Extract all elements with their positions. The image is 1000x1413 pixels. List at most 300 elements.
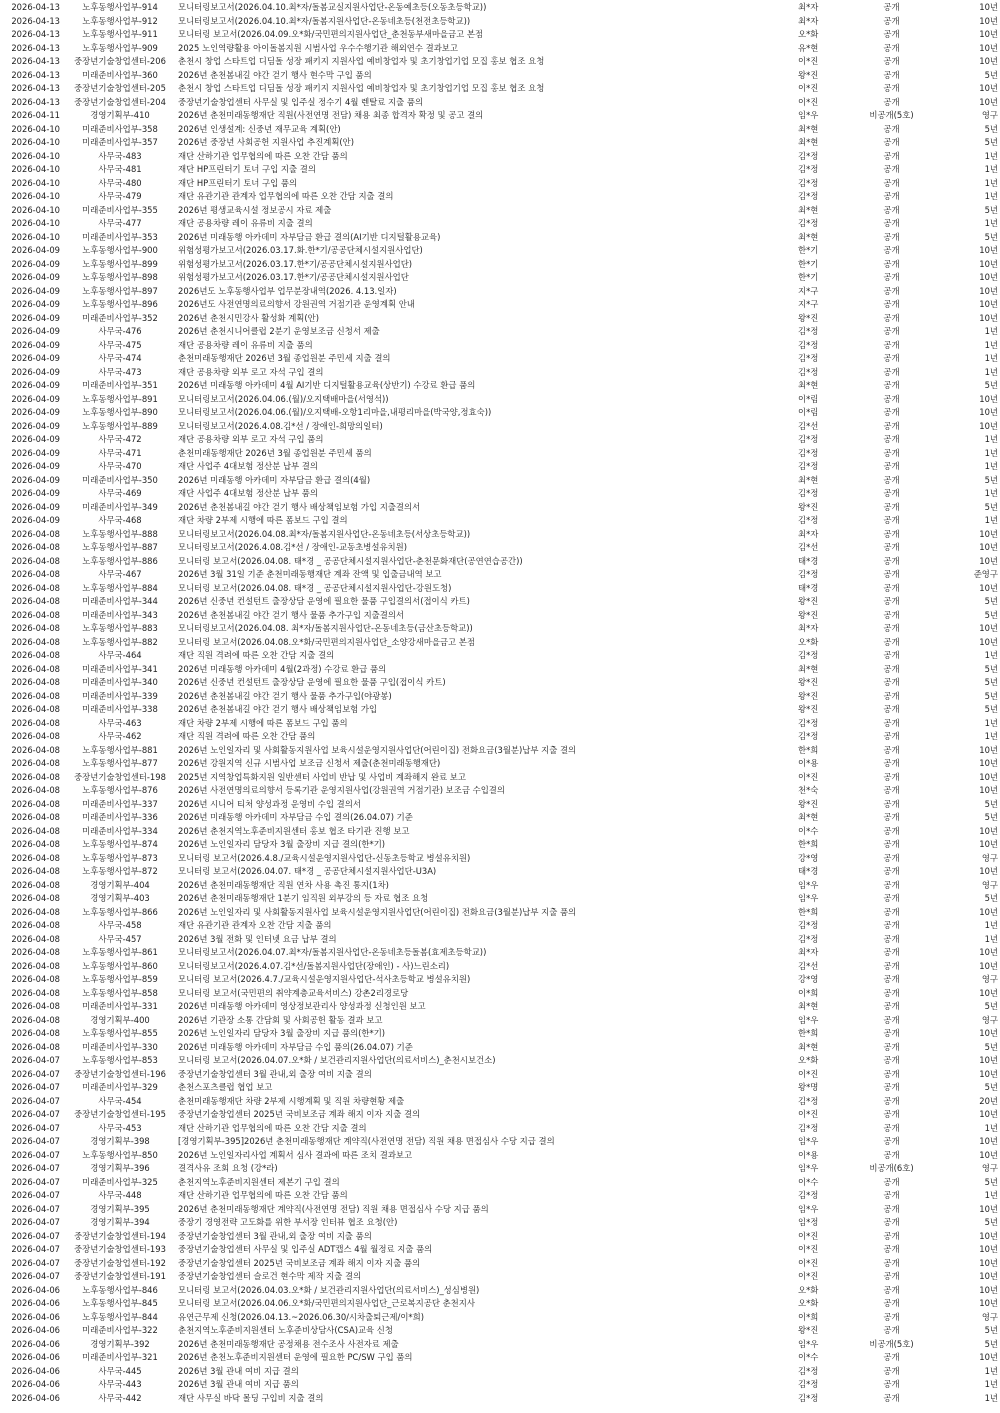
table-row	[0, 919, 1000, 933]
author-cell: 오*화	[798, 29, 819, 39]
author-cell: 유*현	[798, 42, 819, 53]
retention-cell: 10년	[979, 1055, 998, 1065]
title-cell: 모니터링보고서(2026.04.07.최*자/돌봄지원사업단-온동네초등돌봄(효제초등학교))	[178, 947, 487, 957]
date-cell: 2026-04-06	[11, 1298, 60, 1308]
author-cell: 김*정	[798, 731, 819, 741]
title-cell: 재단 유관기관 관계자 업무협의에 따른 오찬 간담 지출 결의	[178, 191, 394, 201]
retention-cell: 1년	[984, 650, 998, 660]
doc-number-cell: 미래준비사업부-352	[82, 312, 158, 323]
disclosure-cell: 공개	[883, 798, 900, 809]
retention-cell: 10년	[979, 825, 998, 836]
table-row	[0, 1351, 1000, 1365]
date-cell: 2026-04-10	[11, 191, 60, 201]
author-cell: 강*영	[798, 852, 819, 863]
disclosure-cell: 공개	[883, 1176, 900, 1187]
title-cell: 중장년기술창업센터 3월 관내,외 출장 여비 지출 결의	[178, 1068, 372, 1079]
date-cell: 2026-04-09	[11, 272, 60, 282]
author-cell: 김*정	[798, 569, 819, 579]
author-cell: 이*용	[798, 1149, 819, 1160]
disclosure-cell: 공개	[883, 29, 900, 39]
doc-number-cell: 경영기획부-394	[90, 1217, 150, 1227]
doc-number-cell: 노후동행사업부-890	[82, 407, 158, 417]
author-cell: 강*영	[798, 974, 819, 984]
date-cell: 2026-04-08	[11, 798, 60, 809]
author-cell: 한*희	[798, 1028, 819, 1038]
table-row	[0, 784, 1000, 798]
retention-cell: 1년	[984, 366, 998, 377]
doc-number-cell: 사무국-474	[98, 353, 142, 363]
table-row	[0, 1230, 1000, 1244]
retention-cell: 5년	[984, 474, 998, 485]
title-cell: 2026년 미래동행 아카데미 자부담금 수입 결의(26.04.07) 기준	[178, 812, 413, 822]
disclosure-cell: 공개	[883, 407, 900, 417]
table-row	[0, 649, 1000, 663]
date-cell: 2026-04-06	[11, 1365, 60, 1376]
table-row	[0, 730, 1000, 744]
title-cell: 2026년 미래동행 아카데미 4월(2과정) 수강료 환급 품의	[178, 663, 387, 674]
author-cell: 한*희	[798, 839, 819, 849]
retention-cell: 1년	[984, 1392, 998, 1403]
doc-number-cell: 사무국-479	[98, 191, 142, 201]
disclosure-cell: 공개	[883, 947, 900, 957]
retention-cell: 영구	[981, 974, 998, 984]
retention-cell: 영구	[981, 1163, 998, 1173]
date-cell: 2026-04-08	[11, 1041, 60, 1052]
retention-cell: 10년	[979, 866, 998, 876]
retention-cell: 1년	[984, 434, 998, 444]
title-cell: 재단 사업주 4대보험 정산분 납부 결의	[178, 461, 318, 471]
disclosure-cell: 공개	[883, 380, 900, 390]
doc-number-cell: 노후동행사업부-850	[82, 1149, 158, 1160]
disclosure-cell: 공개	[883, 353, 900, 363]
author-cell: 태*경	[798, 582, 819, 593]
author-cell: 이*진	[798, 1271, 819, 1281]
doc-number-cell: 경영기획부-410	[90, 110, 150, 120]
table-row	[0, 244, 1000, 258]
retention-cell: 10년	[979, 987, 998, 998]
disclosure-cell: 공개	[883, 866, 900, 876]
author-cell: 김*정	[798, 339, 819, 350]
doc-number-cell: 노후동행사업부-896	[82, 299, 158, 309]
table-row	[0, 744, 1000, 758]
disclosure-cell: 공개	[883, 218, 900, 228]
retention-cell: 5년	[984, 812, 998, 822]
table-row	[0, 838, 1000, 852]
date-cell: 2026-04-13	[11, 96, 60, 107]
retention-cell: 10년	[979, 758, 998, 768]
table-row	[0, 568, 1000, 582]
doc-number-cell: 노후동행사업부-859	[82, 974, 158, 984]
table-row	[0, 285, 1000, 299]
table-row	[0, 703, 1000, 717]
doc-number-cell: 사무국-481	[98, 164, 142, 174]
retention-cell: 10년	[979, 1257, 998, 1268]
table-row	[0, 136, 1000, 150]
title-cell: 춘천미래동행재단 차량 2부제 시행계획 및 직원 차량현황 제출	[178, 1095, 405, 1106]
disclosure-cell: 공개	[883, 1055, 900, 1065]
table-row	[0, 541, 1000, 555]
retention-cell: 5년	[984, 893, 998, 903]
date-cell: 2026-04-08	[11, 731, 60, 741]
title-cell: 2026년 신중년 컨설턴트 출장상담 운영에 필요한 물품 구입(접이식 카트)	[178, 677, 446, 687]
table-row	[0, 1392, 1000, 1406]
author-cell: 임*우	[798, 1163, 819, 1173]
table-row	[0, 582, 1000, 596]
title-cell: 2026년 춘천미래동행재단 1분기 임직원 외부강의 등 자료 협조 요청	[178, 893, 429, 903]
doc-number-cell: 미래준비사업부-357	[82, 137, 158, 147]
retention-cell: 영구	[981, 1014, 998, 1025]
disclosure-cell: 공개	[883, 326, 900, 336]
retention-cell: 5년	[984, 69, 998, 80]
disclosure-cell: 공개	[883, 852, 900, 863]
author-cell: 임*우	[798, 1338, 819, 1349]
author-cell: 이*수	[798, 825, 819, 836]
title-cell: 2026년 춘천미래동행재단 직원(사전연명 전담) 채용 최종 합격자 확정 및 공고 결의	[178, 110, 484, 120]
table-row	[0, 163, 1000, 177]
author-cell: 왕*진	[798, 596, 819, 606]
retention-cell: 1년	[984, 191, 998, 201]
table-row	[0, 690, 1000, 704]
table-row	[0, 825, 1000, 839]
title-cell: 2026년 미래동행 아카데미 4월 AI기반 디지털활용교육(상반기) 수강료 환급 품의	[178, 380, 476, 390]
date-cell: 2026-04-08	[11, 974, 60, 984]
doc-number-cell: 노후동행사업부-889	[82, 420, 158, 431]
author-cell: 김*정	[798, 461, 819, 471]
author-cell: 천*숙	[798, 785, 819, 795]
title-cell: 2025 노인역량활용 아이돌봄지원 시범사업 우수수행기관 해외연수 결과보고	[178, 42, 458, 53]
retention-cell: 5년	[984, 677, 998, 687]
date-cell: 2026-04-06	[11, 1325, 60, 1335]
author-cell: 오*화	[798, 1284, 819, 1295]
date-cell: 2026-04-08	[11, 650, 60, 660]
title-cell: 2026년 미래동행 아카데미 영상정보관리사 양성과정 신청인원 보고	[178, 1001, 426, 1011]
title-cell: 2026년 미래동행 아카데미 자부담금 환급 결의(4월)	[178, 474, 371, 485]
title-cell: 재단 직원 격려에 따른 오찬 간담 지출 결의	[178, 650, 335, 660]
title-cell: 모니터링보고서(2026.04.06.(월)/오지택배-오항1리마을,내평리마을(박국양,정효숙))	[178, 407, 492, 417]
title-cell: 2026년 사전연명의료의향서 등록기관 운영지원사업(강원권역 거점기관) 보조금 수입결의	[178, 785, 505, 795]
title-cell: 2026년 춘천봄내길 야간 걷기 행사 현수막 구입 품의	[178, 69, 372, 80]
disclosure-cell: 공개	[883, 920, 900, 930]
author-cell: 김*정	[798, 177, 819, 188]
author-cell: 이*용	[798, 758, 819, 768]
title-cell: 재단 HP프린터기 토너 구입 품의	[178, 177, 298, 188]
table-row	[0, 960, 1000, 974]
date-cell: 2026-04-08	[11, 528, 60, 539]
table-row	[0, 1365, 1000, 1379]
title-cell: 모니터링 보고서(2026.04.06.오*화/국민편의지원사업단_근로복지공단 춘천지사	[178, 1298, 475, 1308]
author-cell: 이*진	[798, 771, 819, 782]
retention-cell: 10년	[979, 258, 998, 269]
title-cell: 2026년도 노후동행사업부 업무분장내역(2026. 4.13.일자)	[178, 285, 397, 296]
table-row	[0, 109, 1000, 123]
disclosure-cell: 공개	[883, 825, 900, 836]
retention-cell: 10년	[979, 542, 998, 552]
table-row	[0, 528, 1000, 542]
title-cell: 2026년 춘천미래동행재단 계약직(사전연명 전담) 직원 채용 면접심사 수당 지급 품의	[178, 1203, 489, 1214]
date-cell: 2026-04-07	[11, 1122, 60, 1133]
author-cell: 최*자	[798, 528, 819, 539]
author-cell: 임*우	[798, 1014, 819, 1025]
retention-cell: 영구	[981, 110, 998, 120]
retention-cell: 10년	[979, 1284, 998, 1295]
disclosure-cell: 공개	[883, 474, 900, 485]
retention-cell: 10년	[979, 744, 998, 755]
title-cell: 모니터링보고서(2026.04.06.(월)/오지택배마을(서영석))	[178, 393, 389, 404]
doc-number-cell: 미래준비사업부-358	[82, 123, 158, 134]
title-cell: 2026년 노인일자리 담당자 3월 출장비 지급 결의(한*기)	[178, 839, 386, 849]
doc-number-cell: 사무국-480	[98, 177, 142, 188]
doc-number-cell: 노후동행사업부-855	[82, 1028, 158, 1038]
retention-cell: 10년	[979, 96, 998, 107]
doc-number-cell: 노후동행사업부-861	[82, 947, 158, 957]
table-row	[0, 609, 1000, 623]
title-cell: 2026년 3월 관내 여비 지급 품의	[178, 1379, 299, 1389]
retention-cell: 10년	[979, 1230, 998, 1241]
disclosure-cell: 공개	[883, 366, 900, 377]
doc-number-cell: 사무국-477	[98, 218, 142, 228]
doc-number-cell: 미래준비사업부-349	[82, 501, 158, 512]
author-cell: 한*기	[798, 258, 819, 269]
title-cell: 재단 직원 격려에 따른 오찬 간담 품의	[178, 731, 316, 741]
disclosure-cell: 공개	[883, 1190, 900, 1200]
date-cell: 2026-04-08	[11, 771, 60, 782]
table-row	[0, 1338, 1000, 1352]
table-row	[0, 636, 1000, 650]
table-row	[0, 933, 1000, 947]
disclosure-cell: 공개	[883, 1311, 900, 1322]
disclosure-cell: 공개	[883, 1014, 900, 1025]
author-cell: 최*현	[798, 231, 819, 242]
title-cell: 중장년기술창업센터 사무실 및 입주실 ADT캡스 4월 월정료 지출 품의	[178, 1244, 433, 1254]
author-cell: 이*진	[798, 1068, 819, 1079]
table-row	[0, 1189, 1000, 1203]
table-row	[0, 177, 1000, 191]
retention-cell: 영구	[981, 852, 998, 863]
doc-number-cell: 노후동행사업부-911	[82, 29, 158, 39]
disclosure-cell: 공개	[883, 1068, 900, 1079]
date-cell: 2026-04-07	[11, 1068, 60, 1079]
author-cell: 최*현	[798, 1001, 819, 1011]
date-cell: 2026-04-08	[11, 920, 60, 930]
retention-cell: 10년	[979, 1028, 998, 1038]
date-cell: 2026-04-09	[11, 299, 60, 309]
date-cell: 2026-04-08	[11, 893, 60, 903]
retention-cell: 10년	[979, 393, 998, 404]
disclosure-cell: 공개	[883, 312, 900, 323]
disclosure-cell: 공개	[883, 83, 900, 93]
author-cell: 왕*명	[798, 1082, 819, 1092]
retention-cell: 10년	[979, 1244, 998, 1254]
date-cell: 2026-04-07	[11, 1176, 60, 1187]
table-row	[0, 433, 1000, 447]
title-cell: 재단 공용차량 외부 로고 자석 구입 품의	[178, 434, 324, 444]
title-cell: 2026년 노인일자리 및 사회활동지원사업 보육시설운영지원사업단(어린이집) 전화요금(3월분)납부 지출 품의	[178, 906, 577, 917]
date-cell: 2026-04-06	[11, 1352, 60, 1362]
doc-number-cell: 미래준비사업부-334	[82, 825, 158, 836]
author-cell: 이*진	[798, 83, 819, 93]
retention-cell: 1년	[984, 920, 998, 930]
table-row	[0, 811, 1000, 825]
retention-cell: 1년	[984, 461, 998, 471]
author-cell: 김*정	[798, 515, 819, 525]
author-cell: 이*진	[798, 56, 819, 66]
retention-cell: 10년	[979, 947, 998, 957]
author-cell: 김*정	[798, 717, 819, 728]
date-cell: 2026-04-13	[11, 69, 60, 80]
date-cell: 2026-04-07	[11, 1109, 60, 1119]
author-cell: 임*우	[798, 1203, 819, 1214]
title-cell: 모니터링 보고서(2026.04.07.오*화 / 보건관리지원사업단(의료서비스)_춘천시보건소)	[178, 1055, 496, 1065]
author-cell: 이*수	[798, 1352, 819, 1362]
author-cell: 김*선	[798, 960, 819, 971]
disclosure-cell: 공개	[883, 974, 900, 984]
retention-cell: 5년	[984, 231, 998, 242]
doc-number-cell: 경영기획부-398	[90, 1136, 150, 1146]
author-cell: 최*현	[798, 137, 819, 147]
author-cell: 태*경	[798, 555, 819, 566]
author-cell: 김*정	[798, 488, 819, 498]
retention-cell: 10년	[979, 1149, 998, 1160]
author-cell: 이*진	[798, 1244, 819, 1254]
retention-cell: 영구	[981, 1311, 998, 1322]
date-cell: 2026-04-10	[11, 150, 60, 161]
doc-number-cell: 노후동행사업부-914	[82, 2, 158, 12]
doc-number-cell: 사무국-463	[98, 717, 142, 728]
retention-cell: 5년	[984, 798, 998, 809]
retention-cell: 준영구	[973, 569, 998, 579]
title-cell: 2026년 춘천봄내길 야간 걷기 행사 배상책임보험 가입	[178, 704, 378, 714]
date-cell: 2026-04-13	[11, 2, 60, 12]
title-cell: 춘천시 창업 스타트업 디딤돌 성장 패키지 지원사업 예비창업자 및 초기창업기업 모집 홍보 협조 요청	[178, 83, 545, 93]
retention-cell: 10년	[979, 312, 998, 323]
table-row	[0, 150, 1000, 164]
doc-number-cell: 노후동행사업부-909	[82, 42, 158, 53]
doc-number-cell: 사무국-472	[98, 434, 142, 444]
disclosure-cell: 공개	[883, 1122, 900, 1133]
date-cell: 2026-04-07	[11, 1190, 60, 1200]
disclosure-cell: 공개	[883, 987, 900, 998]
table-row	[0, 501, 1000, 515]
doc-number-cell: 노후동행사업부-912	[82, 15, 158, 26]
doc-number-cell: 노후동행사업부-881	[82, 744, 158, 755]
title-cell: 춘천지역노후준비지원센터 제본기 구입 결의	[178, 1176, 340, 1187]
table-row	[0, 231, 1000, 245]
title-cell: 2025년 지역창업특화지원 일반센터 사업비 반납 및 사업비 계좌해지 완료 보고	[178, 771, 466, 782]
date-cell: 2026-04-09	[11, 501, 60, 512]
title-cell: 모니터링보고서(2026.4.08.김*선 / 장애인-교동초병설유치원)	[178, 542, 407, 552]
retention-cell: 10년	[979, 839, 998, 849]
retention-cell: 10년	[979, 56, 998, 66]
table-row	[0, 555, 1000, 569]
doc-number-cell: 미래준비사업부-331	[82, 1001, 158, 1011]
table-row	[0, 204, 1000, 218]
disclosure-cell: 공개	[883, 96, 900, 107]
doc-number-cell: 중장년기술창업센터-196	[74, 1068, 166, 1079]
doc-number-cell: 미래준비사업부-340	[82, 677, 158, 687]
disclosure-cell: 공개	[883, 1379, 900, 1389]
retention-cell: 10년	[979, 245, 998, 255]
doc-number-cell: 중장년기술창업센터-194	[74, 1230, 166, 1241]
disclosure-cell: 공개	[883, 785, 900, 795]
doc-number-cell: 사무국-468	[98, 515, 142, 525]
author-cell: 최*현	[798, 663, 819, 674]
author-cell: 김*정	[798, 920, 819, 930]
retention-cell: 10년	[979, 960, 998, 971]
date-cell: 2026-04-09	[11, 447, 60, 458]
author-cell: 이*진	[798, 96, 819, 107]
retention-cell: 1년	[984, 326, 998, 336]
table-row	[0, 865, 1000, 879]
doc-number-cell: 미래준비사업부-330	[82, 1041, 158, 1052]
date-cell: 2026-04-09	[11, 393, 60, 404]
date-cell: 2026-04-09	[11, 366, 60, 377]
retention-cell: 영구	[981, 879, 998, 890]
title-cell: 모니터링보고서(2026.04.08.최*자/돌봄지원사업단-온동네초등(서상초등학교))	[178, 528, 471, 539]
table-row	[0, 1243, 1000, 1257]
date-cell: 2026-04-08	[11, 1028, 60, 1038]
doc-number-cell: 미래준비사업부-353	[82, 231, 158, 242]
disclosure-cell: 공개	[883, 245, 900, 255]
author-cell: 한*희	[798, 906, 819, 917]
retention-cell: 10년	[979, 528, 998, 539]
author-cell: 김*정	[798, 1190, 819, 1200]
retention-cell: 10년	[979, 1203, 998, 1214]
table-row	[0, 298, 1000, 312]
author-cell: 최*현	[798, 1041, 819, 1052]
table-row	[0, 1311, 1000, 1325]
author-cell: 임*정	[798, 1217, 819, 1227]
author-cell: 임*우	[798, 1136, 819, 1146]
author-cell: 지*구	[798, 299, 819, 309]
doc-number-cell: 노후동행사업부-846	[82, 1284, 158, 1295]
date-cell: 2026-04-08	[11, 582, 60, 593]
author-cell: 김*정	[798, 150, 819, 161]
table-row	[0, 1068, 1000, 1082]
author-cell: 왕*진	[798, 798, 819, 809]
author-cell: 김*정	[798, 191, 819, 201]
doc-number-cell: 중장년기술창업센터-192	[74, 1257, 166, 1268]
doc-number-cell: 미래준비사업부-322	[82, 1325, 158, 1335]
table-row	[0, 946, 1000, 960]
doc-number-cell: 사무국-475	[98, 339, 142, 350]
doc-number-cell: 노후동행사업부-876	[82, 785, 158, 795]
author-cell: 김*정	[798, 447, 819, 458]
retention-cell: 5년	[984, 1176, 998, 1187]
retention-cell: 5년	[984, 1325, 998, 1335]
disclosure-cell: 공개	[883, 717, 900, 728]
title-cell: 모니터링 보고서(2026.04.09.오*화/국민편의지원사업단_춘천동부새마을금고 본점	[178, 29, 484, 39]
retention-cell: 10년	[979, 272, 998, 282]
retention-cell: 1년	[984, 339, 998, 350]
table-row	[0, 339, 1000, 353]
disclosure-cell: 공개	[883, 1392, 900, 1403]
disclosure-cell: 공개	[883, 744, 900, 755]
title-cell: 중장년기술창업센터 슬로건 현수막 제작 지출 결의	[178, 1271, 362, 1281]
disclosure-cell: 공개	[883, 258, 900, 269]
date-cell: 2026-04-08	[11, 677, 60, 687]
doc-number-cell: 사무국-473	[98, 366, 142, 377]
table-row	[0, 987, 1000, 1001]
retention-cell: 1년	[984, 164, 998, 174]
author-cell: 왕*진	[798, 501, 819, 512]
retention-cell: 1년	[984, 177, 998, 188]
date-cell: 2026-04-10	[11, 177, 60, 188]
author-cell: 이*림	[798, 407, 819, 417]
title-cell: 모니터링보고서(2026.04.08. 최*자/돌봄지원사업단-온동네초등(금산초등학교))	[178, 623, 473, 633]
retention-cell: 1년	[984, 447, 998, 458]
title-cell: 모니터링보고서(2026.04.10.최*자/돌봄지원사업단-온동네초등(천전초등학교))	[178, 15, 471, 26]
disclosure-cell: 공개	[883, 582, 900, 593]
